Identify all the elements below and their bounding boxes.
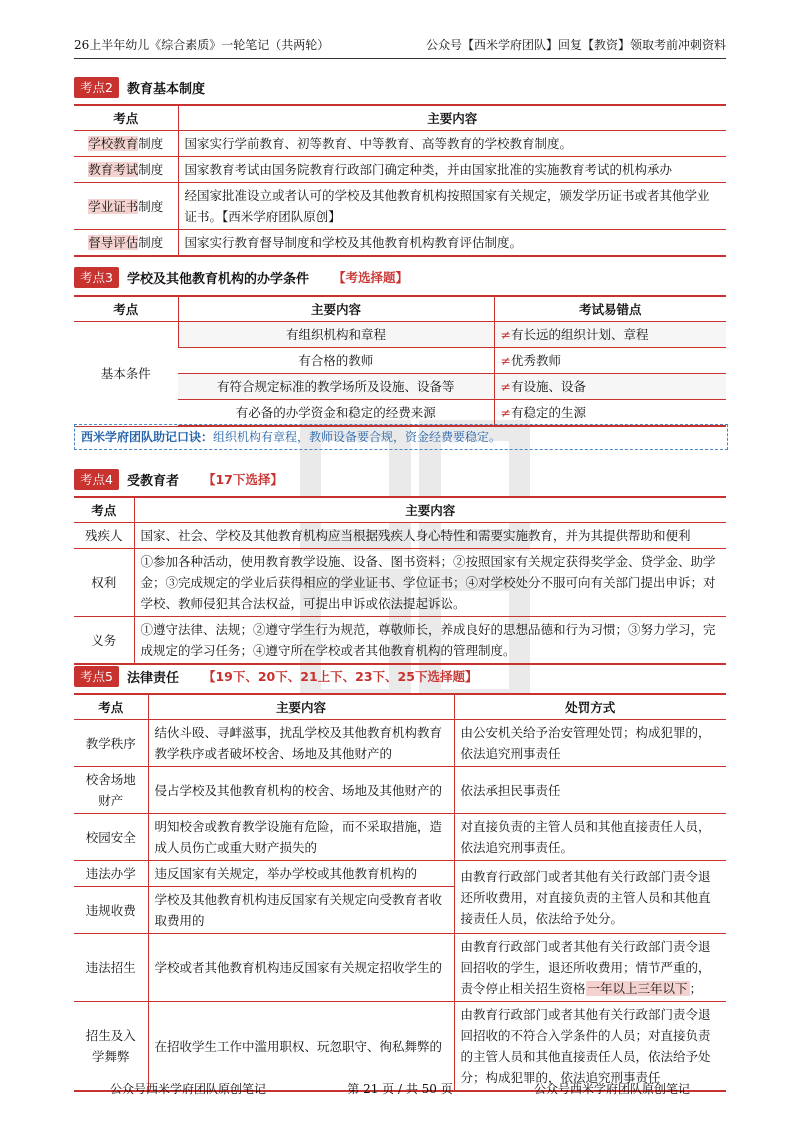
column-header: 考点 bbox=[74, 694, 148, 720]
penalty-cell: 对直接负责的主管人员和其他直接责任人员，依法追究刑事责任。 bbox=[454, 814, 726, 861]
key-cell: 教学秩序 bbox=[74, 720, 148, 767]
section-tag: 【考选择题】 bbox=[332, 270, 408, 285]
content-cell: ①参加各种活动，使用教育教学设施、设备、图书资料；②按照国家有关规定获得奖学金、贷学金、助学金；③完成规定的学业后获得相应的学业证书、学位证书；④对学校处分不服可向有关部门提出申诉；对学校、教师侵犯其合法权益，可提出申诉或依法提起诉讼。 bbox=[134, 549, 726, 617]
key-cell: 违规收费 bbox=[74, 887, 148, 934]
column-header: 考点 bbox=[74, 296, 178, 322]
content-cell: 国家实行学前教育、初等教育、中等教育、高等教育的学校教育制度。 bbox=[178, 131, 726, 157]
key-cell: 校舍场地财产 bbox=[74, 767, 148, 814]
section-badge: 考点4 bbox=[74, 469, 119, 490]
mnemonic-label: 西米学府团队助记口诀： bbox=[81, 430, 214, 444]
mnemonic-box bbox=[74, 424, 728, 450]
key-suffix: 制度 bbox=[138, 198, 164, 214]
not-equal-mark: ≠ bbox=[500, 405, 511, 420]
penalty-cell: 由公安机关给予治安管理处罚；构成犯罪的，依法追究刑事责任 bbox=[454, 720, 726, 767]
table-row bbox=[74, 720, 726, 767]
content-cell: 侵占学校及其他教育机构的校舍、场地及其他财产的 bbox=[148, 767, 454, 814]
table-row bbox=[74, 934, 726, 1002]
content-cell: ①遵守法律、法规；②遵守学生行为规范，尊敬师长，养成良好的思想品德和行为习惯；③努力学习，完成规定的学习任务；④遵守所在学校或者其他教育机构的管理制度。 bbox=[134, 617, 726, 665]
column-header: 主要内容 bbox=[148, 694, 454, 720]
content-cell: 有必备的办学资金和稳定的经费来源 bbox=[178, 400, 494, 427]
education-system-table bbox=[74, 104, 726, 257]
penalty-cell: 由教育行政部门或者其他有关行政部门责令退回招收的不符合入学条件的人员；对直接负责的主管人员和其他直接责任人员，依法给予处分；构成犯罪的，依法追究刑事责任 bbox=[454, 1002, 726, 1092]
not-equal-mark: ≠ bbox=[500, 379, 511, 394]
penalty-cell: 依法承担民事责任 bbox=[454, 767, 726, 814]
column-header: 处罚方式 bbox=[454, 694, 726, 720]
key-cell: 招生及入学舞弊 bbox=[74, 1002, 148, 1092]
key-suffix: 制度 bbox=[138, 162, 164, 177]
key-cell: 校园安全 bbox=[74, 814, 148, 861]
section-tag: 【17下选择】 bbox=[202, 472, 283, 487]
section-4-heading bbox=[74, 468, 283, 490]
key-cell: 权利 bbox=[74, 549, 134, 617]
content-cell: 学校或者其他教育机构违反国家有关规定招收学生的 bbox=[148, 934, 454, 1002]
section-badge: 考点2 bbox=[74, 77, 119, 98]
table-row bbox=[74, 230, 726, 257]
content-cell: 在招收学生工作中滥用职权、玩忽职守、徇私舞弊的 bbox=[148, 1002, 454, 1092]
section-badge: 考点5 bbox=[74, 666, 119, 687]
row-head: 基本条件 bbox=[74, 322, 178, 427]
penalty-text-end: ； bbox=[689, 981, 703, 996]
content-cell: 违反国家有关规定，举办学校或其他教育机构的 bbox=[148, 861, 454, 887]
column-header: 考试易错点 bbox=[494, 296, 726, 322]
section-5-heading bbox=[74, 665, 477, 687]
header-right: 公众号【西米学府团队】回复【教资】领取考前冲刺资料 bbox=[425, 38, 726, 52]
key-term: 学校教育 bbox=[88, 136, 139, 151]
error-cell: 优秀教师 bbox=[510, 353, 561, 368]
school-conditions-table bbox=[74, 295, 726, 427]
page-header bbox=[74, 36, 726, 59]
table-row bbox=[74, 157, 726, 183]
penalty-cell bbox=[454, 934, 726, 1002]
key-cell: 违法办学 bbox=[74, 861, 148, 887]
table-row bbox=[74, 1002, 726, 1092]
table-row bbox=[74, 131, 726, 157]
table-row bbox=[74, 322, 726, 348]
mnemonic-text: 组织机构有章程，教师设备要合规，资金经费要稳定。 bbox=[213, 430, 502, 444]
column-header: 主要内容 bbox=[178, 296, 494, 322]
content-cell: 结伙斗殴、寻衅滋事，扰乱学校及其他教育机构教育教学秩序或者破坏校舍、场地及其他财产的 bbox=[148, 720, 454, 767]
content-cell: 有组织机构和章程 bbox=[178, 322, 494, 348]
penalty-text: 由教育行政部门或者其他有关行政部门责令退回招收的学生，退还所收费用；情节严重的，责令停止相关招生资格 bbox=[460, 939, 711, 996]
key-cell: 义务 bbox=[74, 617, 134, 665]
penalty-highlight: 一年以上三年以下 bbox=[587, 981, 688, 996]
content-cell: 有符合规定标准的教学场所及设施、设备等 bbox=[178, 374, 494, 400]
section-title: 教育基本制度 bbox=[126, 81, 205, 97]
table-row bbox=[74, 183, 726, 230]
content-cell: 明知校舍或教育教学设施有危险，而不采取措施，造成人员伤亡或重大财产损失的 bbox=[148, 814, 454, 861]
column-header: 主要内容 bbox=[134, 497, 726, 523]
penalty-cell: 由教育行政部门或者其他有关行政部门责令退还所收费用，对直接负责的主管人员和其他直接责任人员，依法给予处分。 bbox=[454, 861, 726, 934]
section-badge: 考点3 bbox=[74, 267, 119, 288]
content-cell: 经国家批准设立或者认可的学校及其他教育机构按照国家有关规定，颁发学历证书或者其他学业证书。【西米学府团队原创】 bbox=[178, 183, 726, 230]
footer-right: 公众号西米学府团队原创笔记 bbox=[533, 1082, 690, 1096]
table-row bbox=[74, 617, 726, 665]
key-cell: 违法招生 bbox=[74, 934, 148, 1002]
content-cell: 国家教育考试由国务院教育行政部门确定种类，并由国家批准的实施教育考试的机构承办 bbox=[178, 157, 726, 183]
key-cell: 残疾人 bbox=[74, 523, 134, 549]
learners-table bbox=[74, 496, 726, 665]
table-row bbox=[74, 549, 726, 617]
section-2-heading bbox=[74, 76, 205, 98]
not-equal-mark: ≠ bbox=[500, 353, 511, 368]
key-term: 学业证书 bbox=[88, 198, 139, 214]
content-cell: 国家实行教育督导制度和学校及其他教育机构教育评估制度。 bbox=[178, 230, 726, 257]
column-header: 主要内容 bbox=[178, 105, 726, 131]
column-header: 考点 bbox=[74, 105, 178, 131]
key-suffix: 制度 bbox=[138, 136, 164, 151]
section-title: 学校及其他教育机构的办学条件 bbox=[126, 271, 309, 287]
table-row bbox=[74, 523, 726, 549]
column-header: 考点 bbox=[74, 497, 134, 523]
error-cell: 有长远的组织计划、章程 bbox=[510, 327, 649, 342]
legal-liability-table bbox=[74, 693, 726, 1092]
header-left: 26上半年幼儿《综合素质》一轮笔记（共两轮） bbox=[74, 38, 330, 52]
key-suffix: 制度 bbox=[138, 235, 164, 250]
table-row bbox=[74, 861, 726, 887]
section-tag: 【19下、20下、21上下、23下、25下选择题】 bbox=[202, 669, 478, 684]
key-term: 督导评估 bbox=[88, 235, 139, 250]
error-cell: 有设施、设备 bbox=[510, 379, 586, 394]
section-title: 法律责任 bbox=[126, 670, 179, 686]
section-3-heading bbox=[74, 266, 408, 288]
footer-left: 公众号西米学府团队原创笔记 bbox=[110, 1082, 267, 1096]
table-row bbox=[74, 814, 726, 861]
error-cell: 有稳定的生源 bbox=[510, 405, 586, 420]
page-number: 第 21 页 / 共 50 页 bbox=[347, 1082, 453, 1096]
content-cell: 有合格的教师 bbox=[178, 348, 494, 374]
table-row bbox=[74, 767, 726, 814]
key-term: 教育考试 bbox=[88, 162, 139, 177]
not-equal-mark: ≠ bbox=[500, 327, 511, 342]
page-footer bbox=[110, 1080, 690, 1097]
section-title: 受教育者 bbox=[126, 473, 179, 489]
content-cell: 国家、社会、学校及其他教育机构应当根据残疾人身心特性和需要实施教育，并为其提供帮助和便利 bbox=[134, 523, 726, 549]
content-cell: 学校及其他教育机构违反国家有关规定向受教育者收取费用的 bbox=[148, 887, 454, 934]
